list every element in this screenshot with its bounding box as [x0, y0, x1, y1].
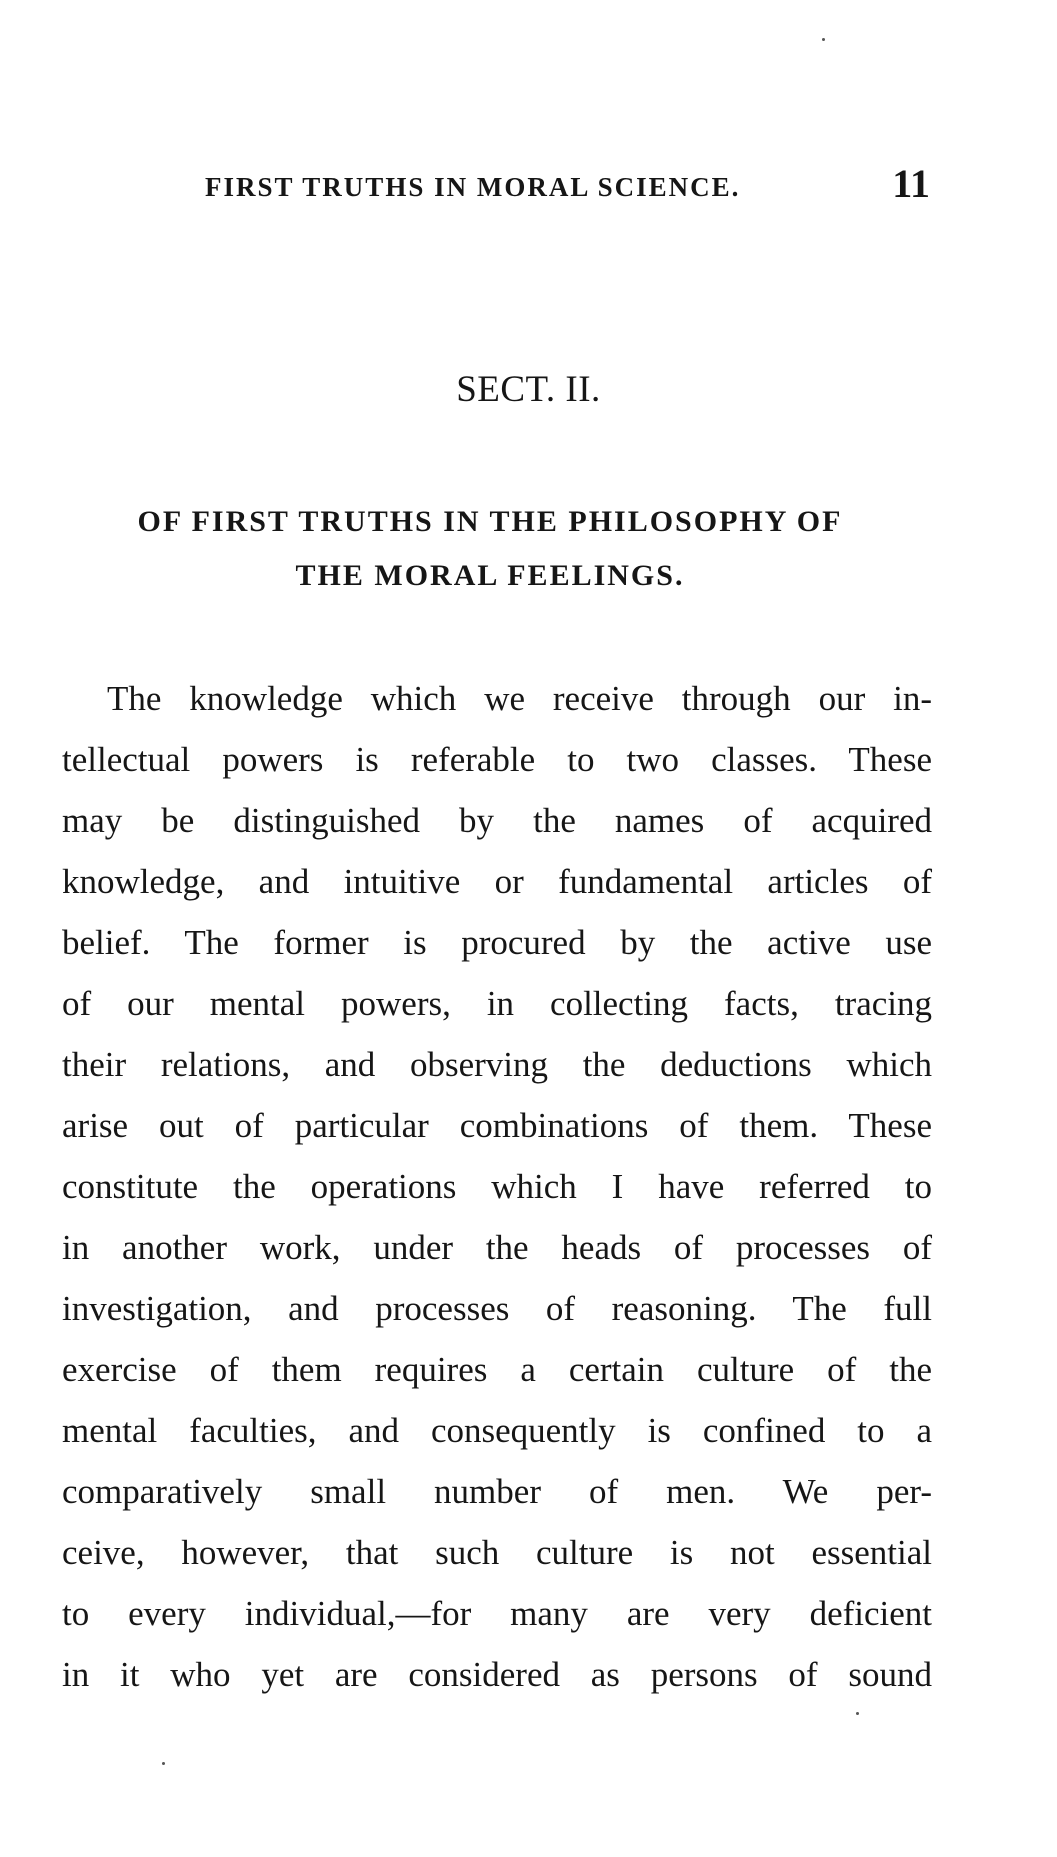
text-line: to every individual,—for many are very deficient: [62, 1594, 932, 1633]
print-speck: [856, 1712, 859, 1715]
print-speck: [162, 1762, 165, 1765]
text-line: arise out of particular combinations of them. These: [62, 1106, 932, 1145]
text-line: their relations, and observing the deductions which: [62, 1045, 932, 1084]
section-title-line: OF FIRST TRUTHS IN THE PHILOSOPHY OF: [137, 505, 843, 538]
running-title: FIRST TRUTHS IN MORAL SCIENCE.: [205, 172, 741, 202]
body-paragraph: [62, 668, 932, 1705]
text-line: belief. The former is procured by the active use: [62, 923, 932, 962]
text-line: in it who yet are considered as persons of sound: [62, 1655, 932, 1694]
text-line: knowledge, and intuitive or fundamental articles of: [62, 862, 932, 901]
text-line: ceive, however, that such culture is not essential: [62, 1533, 932, 1572]
page-number: 11: [892, 161, 930, 206]
text-line: may be distinguished by the names of acquired: [62, 801, 932, 840]
text-line: comparatively small number of men. We per-: [62, 1472, 932, 1511]
print-speck: [822, 38, 825, 41]
text-line: mental faculties, and consequently is confined to a: [62, 1411, 932, 1450]
text-line: exercise of them requires a certain culture of the: [62, 1350, 932, 1389]
running-head: [205, 160, 930, 210]
text-line: investigation, and processes of reasoning. The full: [62, 1289, 932, 1328]
section-title: [60, 495, 920, 603]
section-number: SECT. II.: [456, 369, 601, 410]
text-line: The knowledge which we receive through our in-: [107, 679, 932, 718]
text-line: in another work, under the heads of processes of: [62, 1228, 932, 1267]
text-line: constitute the operations which I have referred to: [62, 1167, 932, 1206]
section-title-line: THE MORAL FEELINGS.: [295, 559, 685, 592]
text-line: of our mental powers, in collecting facts, tracing: [62, 984, 932, 1023]
text-line: tellectual powers is referable to two classes. These: [62, 740, 932, 779]
